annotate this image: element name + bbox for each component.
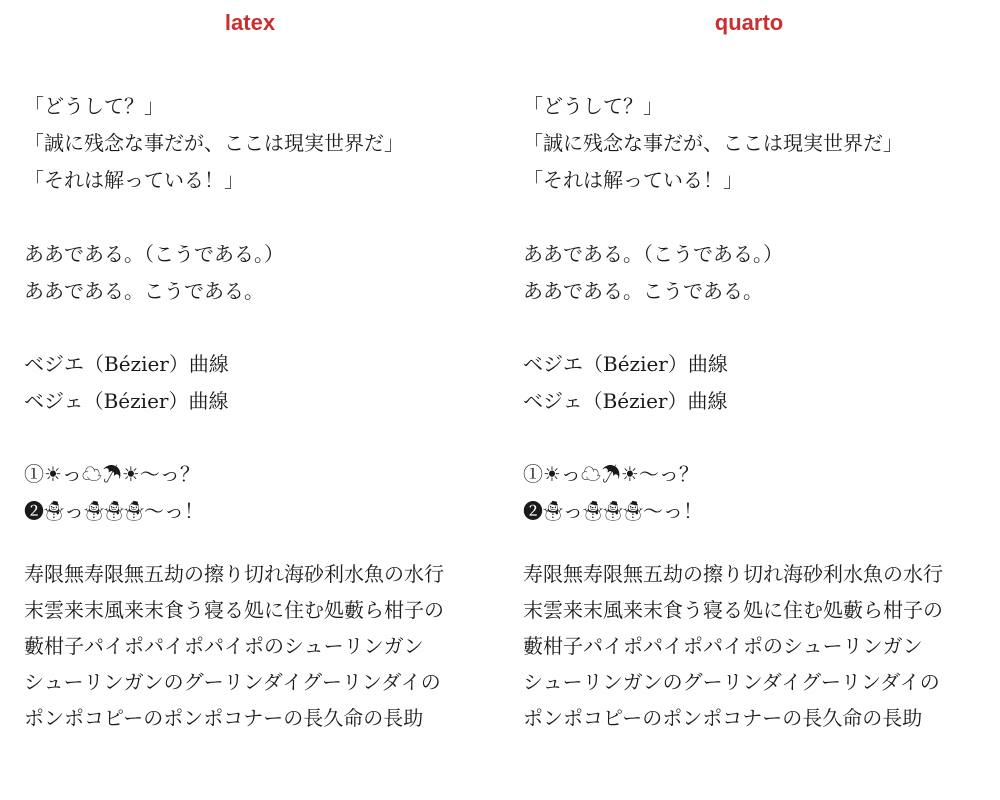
dialogue-line: 「それは解っている！」 xyxy=(24,168,244,192)
quarto-column xyxy=(523,0,993,800)
jugemu-line: 寿限無寿限無五劫の擦り切れ海砂利水魚の水行 xyxy=(24,562,444,586)
jugemu-line: 末雲来末風来末食う寝る処に住む処藪ら柑子の xyxy=(24,598,444,622)
dialogue-line: 「誠に残念な事だが、ここは現実世界だ」 xyxy=(523,131,903,155)
punctuation-line: ああである。こうである。 xyxy=(24,279,264,303)
bezier-line: ベジエ（Bézier）曲線 xyxy=(24,352,229,376)
dialogue-line: 「どうして？」 xyxy=(523,94,663,118)
jugemu-line: 末雲来末風来末食う寝る処に住む処藪ら柑子の xyxy=(523,598,943,622)
jugemu-line: ポンポコピーのポンポコナーの長久命の長助 xyxy=(523,706,923,730)
column-heading-quarto: quarto xyxy=(714,10,784,35)
symbols-line: ①☀っ☁☂☀〜っ？ xyxy=(24,462,200,486)
punctuation-line: ああである。（こうである。） xyxy=(24,242,284,266)
bezier-line: ベジエ（Bézier）曲線 xyxy=(523,352,728,376)
jugemu-line: ポンポコピーのポンポコナーの長久命の長助 xyxy=(24,706,424,730)
jugemu-line: 藪柑子パイポパイポパイポのシューリンガン xyxy=(24,634,424,658)
jugemu-line: シューリンガンのグーリンダイグーリンダイの xyxy=(523,670,940,694)
bezier-line: ベジェ（Bézier）曲線 xyxy=(523,389,728,413)
dialogue-line: 「どうして？」 xyxy=(24,94,164,118)
jugemu-paragraph xyxy=(523,556,978,736)
symbols-line: ①☀っ☁☂☀〜っ？ xyxy=(523,462,699,486)
latex-column xyxy=(24,0,494,800)
jugemu-line: 寿限無寿限無五劫の擦り切れ海砂利水魚の水行 xyxy=(523,562,943,586)
symbols-line: ❷☃っ☃☃☃〜っ！ xyxy=(24,499,204,523)
jugemu-line: 藪柑子パイポパイポパイポのシューリンガン xyxy=(523,634,923,658)
column-heading-latex: latex xyxy=(224,10,276,35)
dialogue-line: 「それは解っている！」 xyxy=(523,168,743,192)
jugemu-paragraph xyxy=(24,556,479,736)
jugemu-line: シューリンガンのグーリンダイグーリンダイの xyxy=(24,670,441,694)
symbols-line: ❷☃っ☃☃☃〜っ！ xyxy=(523,499,703,523)
dialogue-line: 「誠に残念な事だが、ここは現実世界だ」 xyxy=(24,131,404,155)
punctuation-line: ああである。（こうである。） xyxy=(523,242,783,266)
punctuation-line: ああである。こうである。 xyxy=(523,279,763,303)
bezier-line: ベジェ（Bézier）曲線 xyxy=(24,389,229,413)
